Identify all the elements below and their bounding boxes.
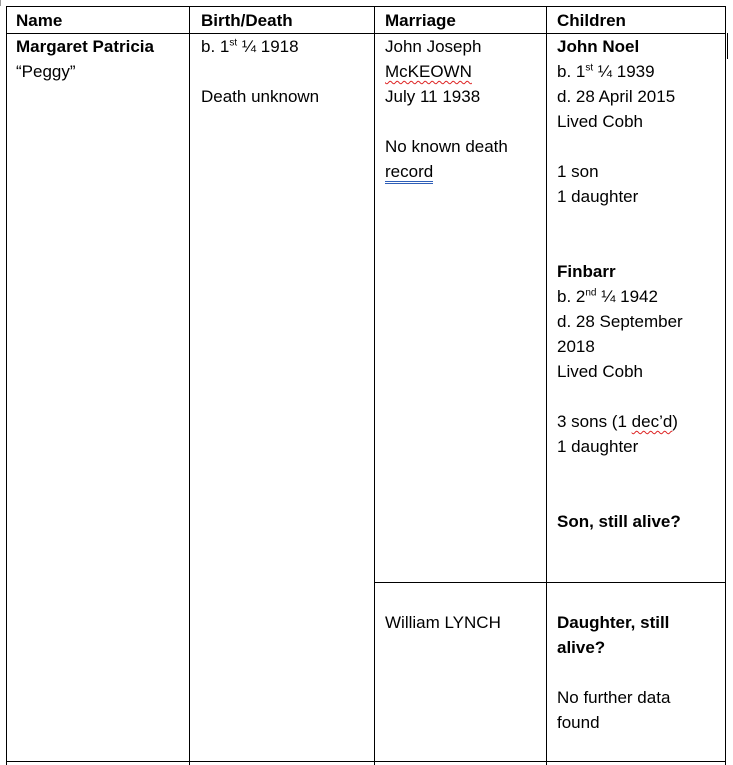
column-border-marriage-children <box>546 6 547 765</box>
child2-birth <box>557 284 658 309</box>
header-marriage: Marriage <box>385 11 456 30</box>
table-top-border <box>6 6 726 7</box>
header-name: Name <box>16 11 63 30</box>
son-query: Son, still alive? <box>557 512 681 531</box>
cursor-tick <box>727 33 728 59</box>
child2-birth-suffix: ¼ 1942 <box>596 287 658 306</box>
child2-kids-daughters: 1 daughter <box>557 437 639 456</box>
spouse1-surname <box>385 59 472 84</box>
column-border-left <box>6 6 7 765</box>
marriage1-note-line1: No known death <box>385 137 508 156</box>
child2-death-line1: d. 28 September <box>557 312 683 331</box>
person-name: Margaret Patricia <box>16 37 154 56</box>
column-border-name-birth <box>189 6 190 765</box>
marriage1-date: July 11 1938 <box>385 87 481 106</box>
child1-birth-prefix: b. 1 <box>557 62 586 81</box>
page-corner-mark <box>0 0 1 6</box>
no-data-line1: No further data <box>557 688 671 707</box>
header-children: Children <box>557 11 626 30</box>
column-border-right <box>725 6 726 765</box>
child2-birth-sup: nd <box>585 287 597 299</box>
header-birth-death: Birth/Death <box>201 11 293 30</box>
marriage-row-divider <box>374 582 726 583</box>
person-birth <box>201 34 299 59</box>
child1-name: John Noel <box>557 37 640 56</box>
child2-birth-prefix: b. 2 <box>557 287 586 306</box>
child1-birth <box>557 59 655 84</box>
child2-kids-sons-a: 3 sons (1 <box>557 412 632 431</box>
child1-lived: Lived Cobh <box>557 112 644 131</box>
column-border-birth-marriage <box>374 6 375 765</box>
daughter-query-line1: Daughter, still <box>557 613 670 632</box>
person-birth-sup: st <box>229 37 238 49</box>
child1-birth-sup: st <box>585 62 594 74</box>
child1-kids-sons: 1 son <box>557 162 599 181</box>
person-birth-suffix: ¼ 1918 <box>237 37 299 56</box>
no-data-line2: found <box>557 713 600 732</box>
child2-kids-deceased: dec’d <box>631 412 673 431</box>
child1-birth-suffix: ¼ 1939 <box>593 62 655 81</box>
table-bottom-border <box>6 761 726 762</box>
child2-kids-sons <box>557 409 678 434</box>
child1-death: d. 28 April 2015 <box>557 87 676 106</box>
marriage1-note-line2 <box>385 159 433 184</box>
spouse1-first-names: John Joseph <box>385 37 482 56</box>
child2-lived: Lived Cobh <box>557 362 644 381</box>
spouse1-surname-text: McKEOWN <box>385 62 472 81</box>
person-birth-prefix: b. 1 <box>201 37 230 56</box>
person-nickname: “Peggy” <box>16 62 76 81</box>
child1-kids-daughters: 1 daughter <box>557 187 639 206</box>
child2-kids-sons-c: ) <box>672 412 678 431</box>
child2-name: Finbarr <box>557 262 616 281</box>
marriage1-note-record: record <box>385 162 433 184</box>
spouse2-name: William LYNCH <box>385 613 501 632</box>
person-death: Death unknown <box>201 87 320 106</box>
daughter-query-line2: alive? <box>557 638 606 657</box>
child2-death-line2: 2018 <box>557 337 595 356</box>
